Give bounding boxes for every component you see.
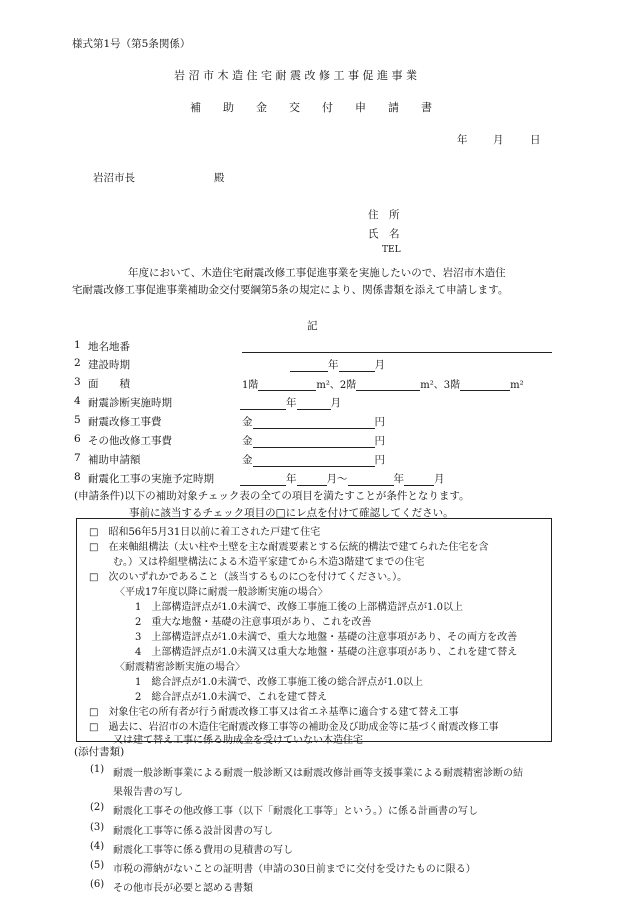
applicant-name-label: 氏 名 xyxy=(368,228,400,240)
checklist-item-continued: 又は建て替え工事に係る助成金を受けていない木造住宅 xyxy=(113,735,363,746)
addressee-honorific: 殿 xyxy=(214,172,225,184)
date-month: 月 xyxy=(493,134,504,146)
area-floor2-field[interactable] xyxy=(356,378,420,391)
item-diagnosis-date: 4 耐震診断実施時期 年 月 xyxy=(74,395,341,409)
area-floor3-field[interactable] xyxy=(460,378,510,391)
checklist-option[interactable]: 1 総合評点が1.0未満で、改修工事施工後の総合評点が1.0以上 xyxy=(135,677,423,688)
schedule-end-month-field[interactable] xyxy=(404,473,434,486)
conditions-note: (申請条件)以下の補助対象チェック表の全ての項目を満たすことが条件となります。 xyxy=(74,490,470,502)
subsidy-amount-field[interactable] xyxy=(253,454,375,467)
attachment-item: 耐震一般診断事業による耐震一般診断又は耐震改修計画等支援事業による耐震精密診断の結 xyxy=(113,768,523,779)
applicant-address-label: 住 所 xyxy=(368,209,400,221)
intro-line-1: 年度において、木造住宅耐震改修工事促進事業を実施したいので、岩沼市木造住 xyxy=(128,267,506,279)
diagnosis-year-field[interactable] xyxy=(240,397,286,410)
checklist-item[interactable]: □ 過去に、岩沼市の木造住宅耐震改修工事等の補助金及び助成金等に基づく耐震改修工事 xyxy=(89,722,499,733)
checklist-item-continued: む。）又は枠組壁構法による木造平家建てから木造3階建てまでの住宅 xyxy=(113,557,425,568)
attachments-title: (添付書類) xyxy=(74,746,125,758)
checklist-item[interactable]: □ 対象住宅の所有者が行う耐震改修工事又は省エネ基準に適合する建て替え工事 xyxy=(89,707,459,718)
schedule-end-year-field[interactable] xyxy=(348,473,394,486)
checklist-subheading: 〈平成17年度以降に耐震一般診断実施の場合〉 xyxy=(115,587,328,598)
date-day: 日 xyxy=(530,134,541,146)
checklist-option[interactable]: 2 重大な地盤・基礎の注意事項があり、これを改善 xyxy=(135,617,372,628)
applicant-tel-label: TEL xyxy=(382,245,401,255)
item-schedule: 8 耐震化工事の実施予定時期 年 月～ 年 月 xyxy=(74,471,445,485)
checklist-subheading: 〈耐震精密診断実施の場合〉 xyxy=(115,662,245,673)
addressee-mayor: 岩沼市長 xyxy=(93,172,135,184)
checklist-option[interactable]: 1 上部構造評点が1.0未満で、改修工事施工後の上部構造評点が1.0以上 xyxy=(135,602,463,613)
checklist-item[interactable]: □ 昭和56年5月31日以前に着工された戸建て住宅 xyxy=(89,527,321,538)
diagnosis-month-field[interactable] xyxy=(297,397,331,410)
eligibility-checklist xyxy=(76,518,552,746)
attachment-item: 市税の滞納がないことの証明書（申請の30日前までに交付を受けたものに限る） xyxy=(113,864,476,875)
item-construction-date: 2 建設時期 年 月 xyxy=(74,357,385,371)
checklist-option[interactable]: 2 総合評点が1.0未満で、これを建て替え xyxy=(135,692,328,703)
item-area: 3 面 積 1階 m²、2階 m²、3階 m² xyxy=(74,376,524,391)
attachment-item: 耐震化工事その他改修工事（以下「耐震化工事等」という。）に係る計画書の写し xyxy=(113,806,478,817)
item-location: 1 地名地番 xyxy=(74,339,554,355)
attachment-item: その他市長が必要と認める書類 xyxy=(113,883,253,894)
attachment-item-continued: 果報告書の写し xyxy=(113,787,183,798)
checklist-item[interactable]: □ 次のいずれかであること（該当するものに○を付けてください。）。 xyxy=(89,572,408,583)
schedule-start-year-field[interactable] xyxy=(240,473,286,486)
ki-heading: 記 xyxy=(307,320,318,332)
attachment-item: 耐震化工事等に係る設計図書の写し xyxy=(113,826,273,837)
date-year: 年 xyxy=(457,134,468,146)
intro-line-2: 宅耐震改修工事促進事業補助金交付要綱第5条の規定により、関係書類を添えて申請します。 xyxy=(72,284,509,296)
construction-month-field[interactable] xyxy=(339,359,375,372)
document-subtitle: 補 助 金 交 付 申 請 書 xyxy=(190,101,432,114)
seismic-cost-field[interactable] xyxy=(253,416,375,429)
other-cost-field[interactable] xyxy=(253,435,375,448)
location-field[interactable] xyxy=(242,339,552,353)
construction-year-field[interactable] xyxy=(290,359,328,372)
checklist-item[interactable]: □ 在来軸組構法（太い柱や土壁を主な耐震要素とする伝統的構法で建てられた住宅を含 xyxy=(89,542,489,553)
form-number: 様式第1号（第5条関係） xyxy=(72,38,191,50)
checklist-option[interactable]: 4 上部構造評点が1.0未満又は重大な地盤・基礎の注意事項があり、これを建て替え xyxy=(135,647,518,658)
schedule-start-month-field[interactable] xyxy=(297,473,327,486)
area-floor1-field[interactable] xyxy=(258,378,316,391)
attachment-item: 耐震化工事等に係る費用の見積書の写し xyxy=(113,845,293,856)
item-other-cost: 6 その他改修工事費 金 円 xyxy=(74,433,385,447)
check-instruction: 事前に該当するチェック項目の□にレ点を付けて確認してください。 xyxy=(129,507,454,519)
item-seismic-cost: 5 耐震改修工事費 金 円 xyxy=(74,414,385,428)
checklist-option[interactable]: 3 上部構造評点が1.0未満で、重大な地盤・基礎の注意事項があり、その両方を改善 xyxy=(135,632,518,643)
item-subsidy-amount: 7 補助申請額 金 円 xyxy=(74,452,385,466)
document-title: 岩 沼 市 木 造 住 宅 耐 震 改 修 工 事 促 進 事 業 xyxy=(174,69,417,82)
